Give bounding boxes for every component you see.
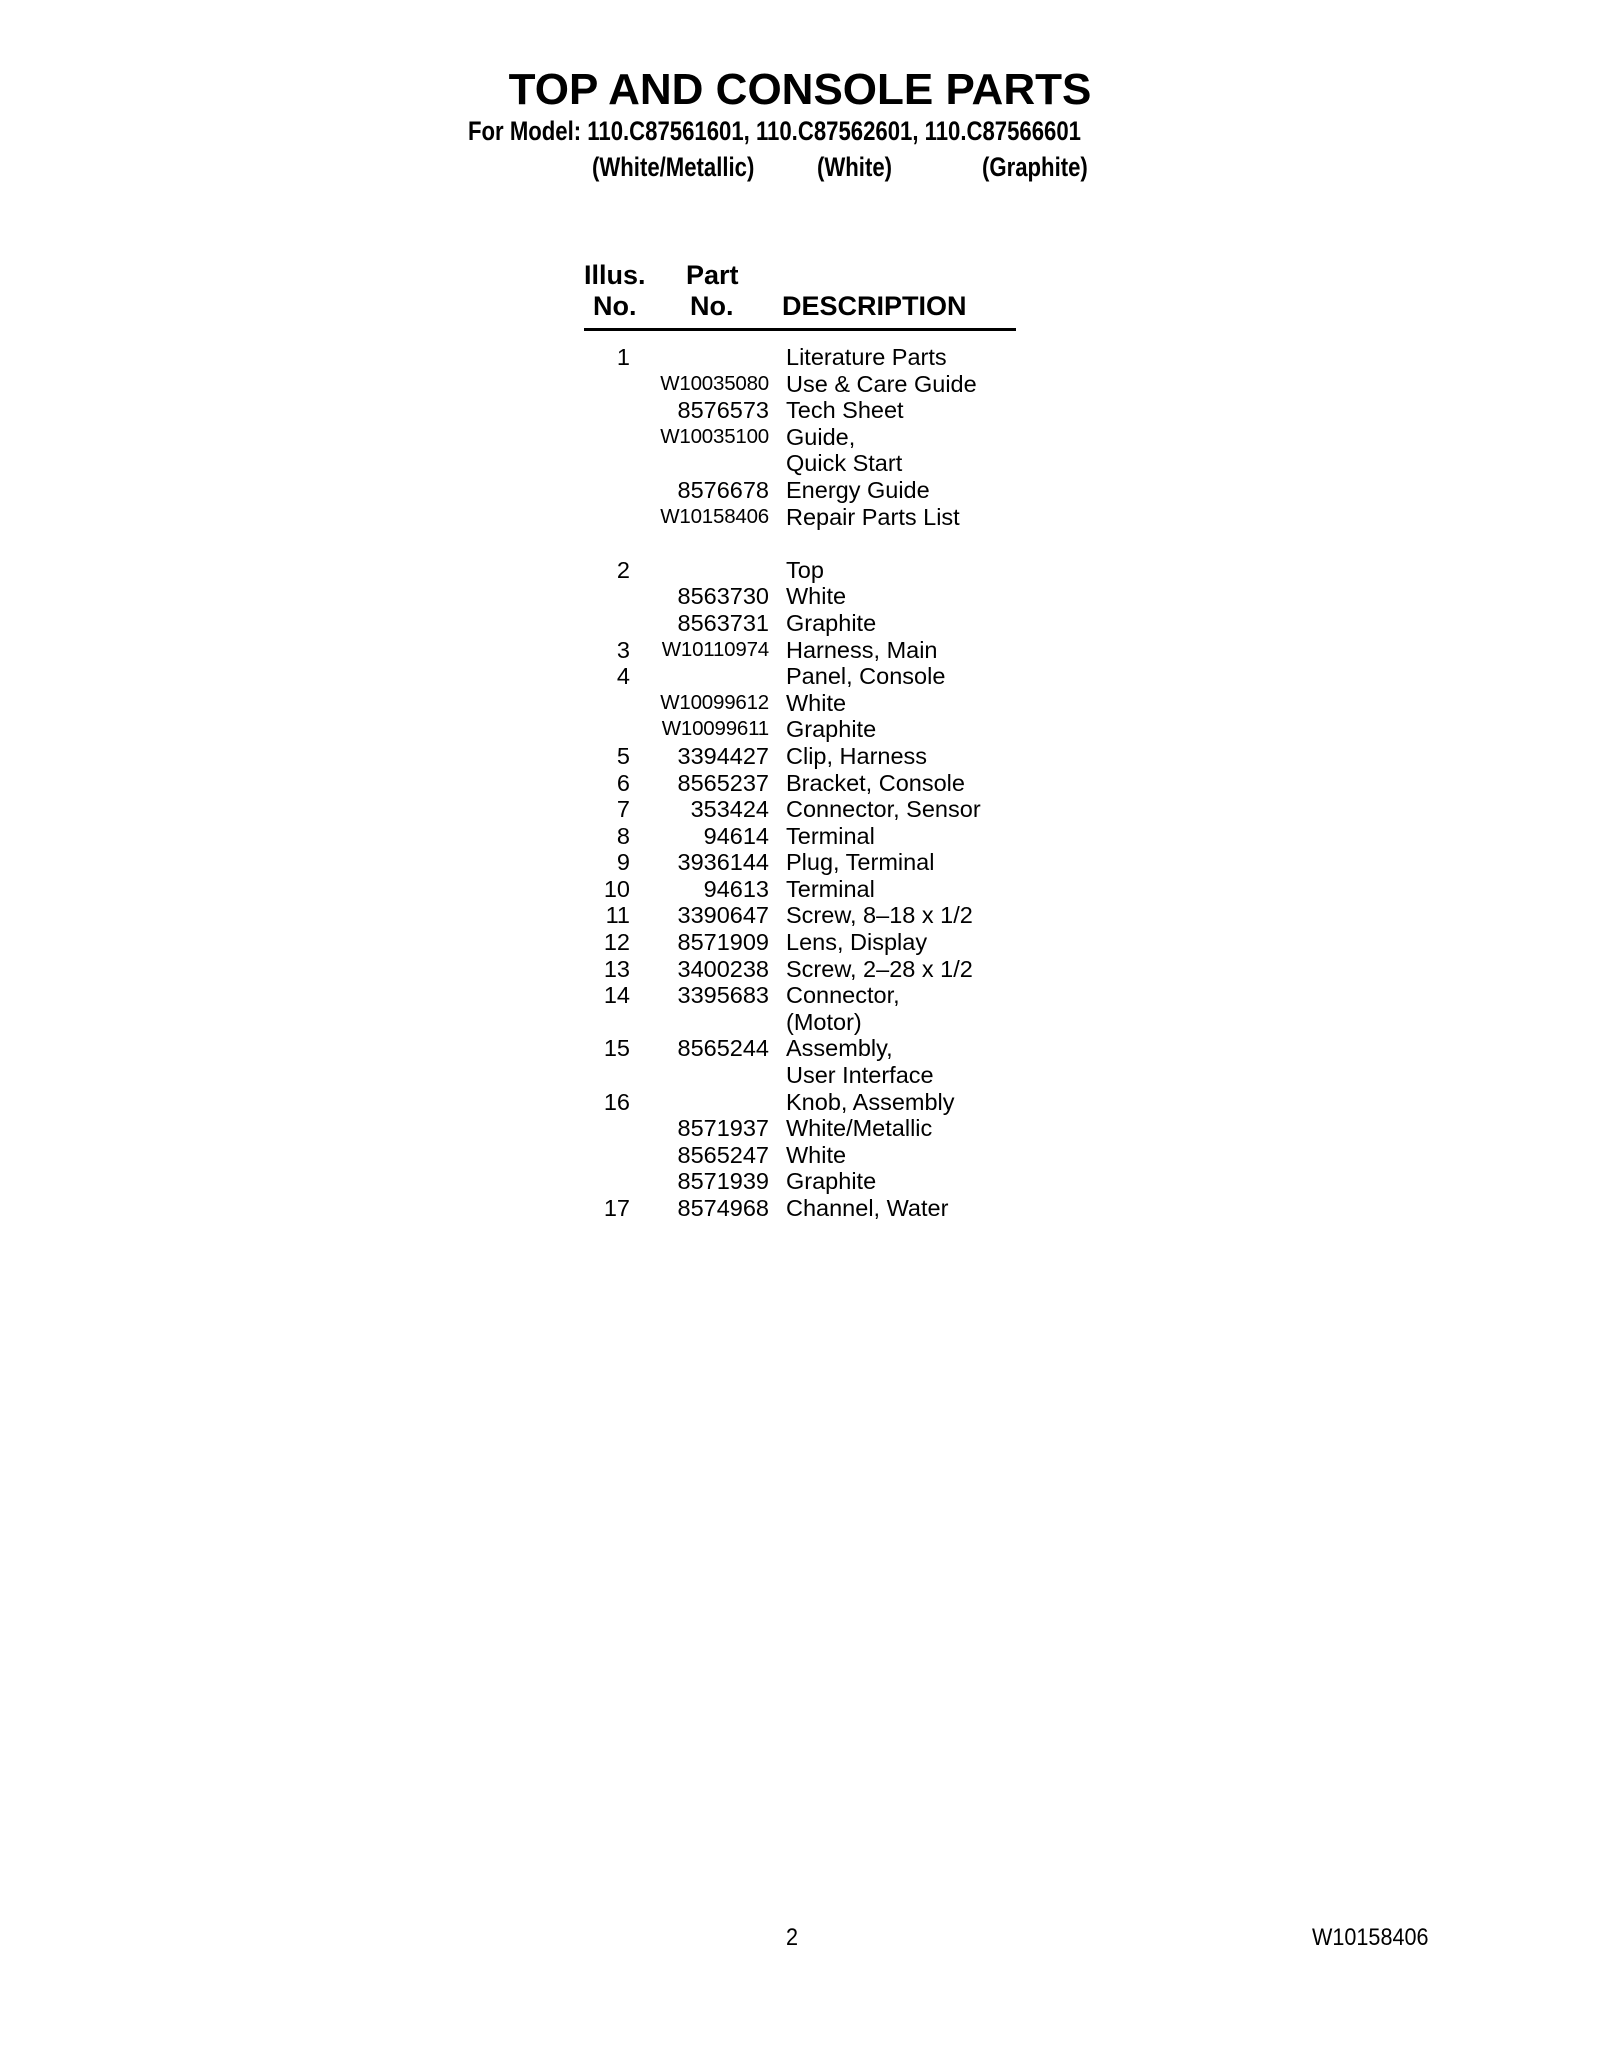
part-description: Graphite	[786, 716, 877, 743]
parts-table-header	[584, 260, 1016, 331]
part-number: 8576678	[677, 476, 769, 503]
part-description: Assembly,	[786, 1035, 893, 1062]
illus-number: 3	[616, 636, 630, 663]
table-row	[584, 796, 1044, 823]
part-description: Screw, 8–18 x 1/2	[786, 902, 973, 929]
table-row	[584, 849, 1044, 876]
table-row	[584, 902, 1044, 929]
part-number: 8576573	[677, 397, 769, 424]
table-row	[584, 610, 1044, 637]
document-number: W10158406	[1312, 1924, 1429, 1951]
part-number: 8571937	[677, 1115, 769, 1142]
page-number: 2	[786, 1924, 799, 1951]
table-row	[584, 743, 1044, 770]
part-description: Connector, Sensor	[786, 796, 981, 823]
illus-number: 11	[605, 902, 630, 929]
table-row	[584, 397, 1044, 424]
part-number: 8574968	[677, 1195, 769, 1221]
part-description: Channel, Water	[786, 1195, 949, 1221]
illus-number: 14	[603, 982, 630, 1009]
table-row	[584, 371, 1044, 398]
illus-number: 7	[616, 796, 630, 823]
table-row	[584, 929, 1044, 956]
part-number: W10099611	[661, 717, 769, 741]
part-description: Plug, Terminal	[786, 849, 935, 876]
table-row	[584, 504, 1044, 531]
part-description: Repair Parts List	[786, 503, 960, 530]
part-number: 3390647	[677, 902, 769, 929]
illus-number: 13	[603, 955, 630, 982]
part-description: Energy Guide	[786, 476, 930, 503]
table-row	[584, 956, 1044, 983]
variant-white: (White)	[817, 152, 893, 182]
header-part-line1: Part	[686, 260, 739, 290]
parts-table	[584, 344, 1044, 1222]
part-number: 8565237	[677, 769, 769, 796]
part-description: Quick Start	[786, 450, 903, 477]
part-description: (Motor)	[786, 1008, 862, 1035]
illus-number: 1	[616, 344, 630, 370]
part-description: Panel, Console	[786, 663, 946, 690]
part-description: Top	[786, 556, 824, 583]
part-description: Use & Care Guide	[786, 370, 977, 397]
part-number: 8563730	[677, 583, 769, 610]
part-number: 8571939	[677, 1168, 769, 1195]
part-number: 3936144	[677, 849, 769, 876]
model-numbers: For Model: 110.C87561601, 110.C87562601, 110.C87566601	[468, 116, 1082, 146]
variant-graphite: (Graphite)	[982, 152, 1088, 182]
table-row	[584, 1089, 1044, 1116]
illus-number: 15	[603, 1035, 630, 1062]
part-description: Clip, Harness	[786, 742, 928, 769]
table-row	[584, 663, 1044, 690]
table-row	[584, 1062, 1044, 1089]
part-number: 8565244	[677, 1035, 769, 1062]
part-description: Lens, Display	[786, 929, 928, 956]
part-number: 8571909	[677, 929, 769, 956]
part-description: Terminal	[786, 875, 875, 902]
table-row	[584, 450, 1044, 477]
part-number: 8563731	[677, 609, 769, 636]
illus-number: 6	[616, 769, 630, 796]
part-number: W10099612	[660, 690, 769, 714]
illus-number: 12	[603, 929, 630, 956]
illus-number: 8	[616, 822, 630, 849]
part-number: 3395683	[677, 982, 769, 1009]
part-number: 353424	[690, 796, 769, 823]
header-description: DESCRIPTION	[782, 291, 967, 321]
part-description: Knob, Assembly	[786, 1088, 955, 1115]
illus-number: 5	[616, 742, 630, 769]
part-number: W10110974	[661, 637, 769, 661]
table-row	[584, 530, 1044, 557]
table-row	[584, 424, 1044, 451]
table-row	[584, 344, 1044, 371]
table-row	[584, 690, 1044, 717]
table-row	[584, 1142, 1044, 1169]
model-color-variants	[0, 150, 1600, 186]
part-description: Literature Parts	[786, 344, 947, 370]
part-number: 94614	[703, 822, 769, 849]
part-description: Connector,	[786, 982, 900, 1009]
table-row	[584, 1195, 1044, 1222]
part-description: Terminal	[786, 822, 875, 849]
illus-number: 17	[603, 1195, 630, 1221]
part-description: White	[786, 689, 847, 716]
part-number: W10035100	[660, 424, 769, 448]
table-row	[584, 557, 1044, 584]
part-description: Tech Sheet	[786, 397, 904, 424]
part-description: White/Metallic	[786, 1115, 933, 1142]
table-row	[584, 583, 1044, 610]
part-description: Graphite	[786, 1168, 877, 1195]
part-number: 3394427	[677, 742, 769, 769]
part-description: Graphite	[786, 609, 877, 636]
part-number: 94613	[703, 875, 769, 902]
part-description: Screw, 2–28 x 1/2	[786, 955, 973, 982]
part-description: Guide,	[786, 423, 856, 450]
part-description: White	[786, 1141, 847, 1168]
header-illus-line1: Illus.	[584, 260, 646, 290]
variant-white-metallic: (White/Metallic)	[592, 152, 755, 182]
table-row	[584, 716, 1044, 743]
illus-number: 10	[603, 875, 630, 902]
table-row	[584, 1115, 1044, 1142]
table-row	[584, 770, 1044, 797]
part-description: White	[786, 583, 847, 610]
table-row	[584, 1009, 1044, 1036]
part-description: Harness, Main	[786, 636, 938, 663]
table-row	[584, 1168, 1044, 1195]
header-illus-line2: No.	[593, 291, 637, 321]
illus-number: 2	[616, 556, 630, 583]
table-row	[584, 637, 1044, 664]
illus-number: 9	[616, 849, 630, 876]
table-row	[584, 477, 1044, 504]
table-row	[584, 1035, 1044, 1062]
table-row	[584, 823, 1044, 850]
table-row	[584, 876, 1044, 903]
table-row	[584, 982, 1044, 1009]
illus-number: 16	[603, 1088, 630, 1115]
part-description: User Interface	[786, 1062, 934, 1089]
illus-number: 4	[616, 663, 630, 690]
part-description: Bracket, Console	[786, 769, 965, 796]
part-number: 3400238	[677, 955, 769, 982]
page-title: TOP AND CONSOLE PARTS	[508, 65, 1092, 114]
part-number: 8565247	[677, 1141, 769, 1168]
header-part-line2: No.	[690, 291, 734, 321]
part-number: W10158406	[660, 504, 769, 528]
part-number: W10035080	[660, 371, 769, 395]
